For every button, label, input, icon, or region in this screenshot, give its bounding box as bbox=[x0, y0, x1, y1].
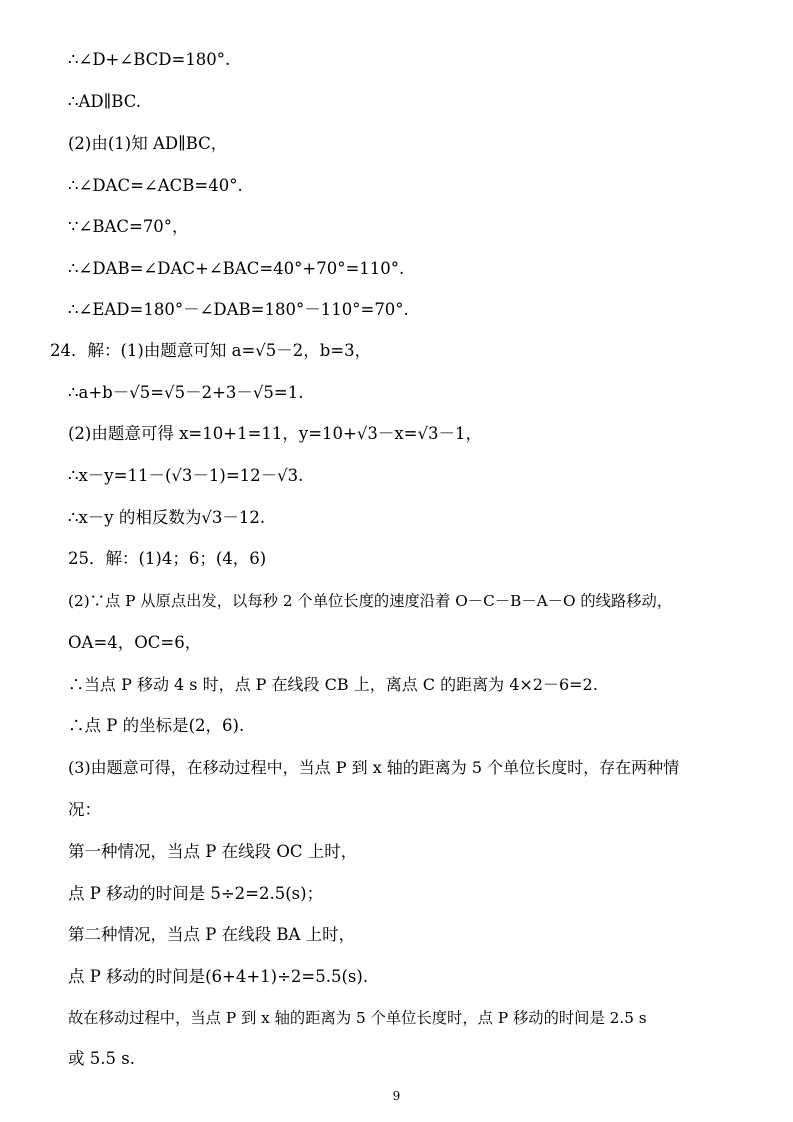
text-line: (3)由题意可得，在移动过程中，当点 P 到 x 轴的距离为 5 个单位长度时，存在两种情 bbox=[68, 758, 680, 777]
text-line: (2)由题意可得 x=10+1=11，y=10+√3－x=√3－1， bbox=[68, 424, 483, 443]
text-line: ∴∠D+∠BCD=180°. bbox=[68, 50, 231, 69]
text-line: ∴∠DAC=∠ACB=40°. bbox=[68, 176, 243, 195]
text-line: 第一种情况，当点 P 在线段 OC 上时， bbox=[68, 842, 358, 861]
question-24-line: 24．解：(1)由题意可知 a=√5－2，b=3， bbox=[50, 341, 372, 360]
text-line: ∴AD∥BC. bbox=[68, 92, 141, 111]
text-line: 故在移动过程中，当点 P 到 x 轴的距离为 5 个单位长度时，点 P 移动的时间是 2.5 s bbox=[68, 1009, 647, 1027]
text-line: 点 P 移动的时间是(6+4+1)÷2=5.5(s). bbox=[68, 967, 369, 986]
text-line: ∴当点 P 移动 4 s 时，点 P 在线段 CB 上，离点 C 的距离为 4×2－6=2. bbox=[68, 675, 598, 694]
text-line: ∴点 P 的坐标是(2，6). bbox=[68, 716, 245, 735]
text-line: 或 5.5 s. bbox=[68, 1049, 135, 1068]
text-line: 点 P 移动的时间是 5÷2=2.5(s)； bbox=[68, 884, 324, 903]
text-line: ∴∠DAB=∠DAC+∠BAC=40°+70°=110°. bbox=[68, 259, 405, 278]
text-line: (2)∵点 P 从原点出发，以每秒 2 个单位长度的速度沿着 O－C－B－A－O 的线路移动， bbox=[68, 592, 673, 610]
text-line: ∴a+b－√5=√5－2+3－√5=1. bbox=[68, 383, 304, 402]
question-25-line: 25．解：(1)4；6；(4，6) bbox=[68, 549, 267, 568]
text-line: ∴∠EAD=180°－∠DAB=180°－110°=70°. bbox=[68, 300, 409, 319]
text-line: 况： bbox=[68, 800, 101, 819]
text-line: (2)由(1)知 AD∥BC， bbox=[68, 134, 228, 153]
text-line: OA=4，OC=6， bbox=[68, 633, 202, 652]
text-line: ∵∠BAC=70°， bbox=[68, 217, 189, 236]
text-line: 第二种情况，当点 P 在线段 BA 上时， bbox=[68, 925, 356, 944]
page-number: 9 bbox=[392, 1089, 401, 1103]
text-line: ∴x－y=11－(√3－1)=12－√3. bbox=[68, 466, 304, 485]
text-line: ∴x－y 的相反数为√3－12. bbox=[68, 508, 266, 527]
